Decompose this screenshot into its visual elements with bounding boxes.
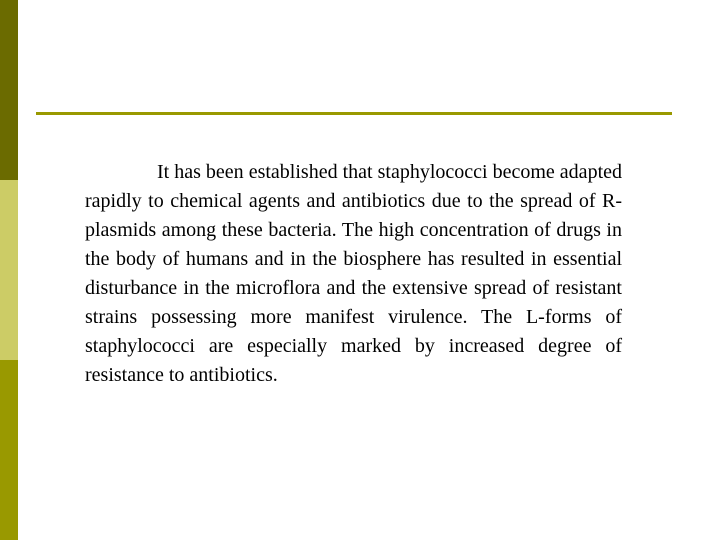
title-divider-rule <box>36 112 672 115</box>
sidebar-accent-middle <box>0 180 18 360</box>
sidebar-accent-top <box>0 0 18 180</box>
slide-body-text: It has been established that staphylococci become adapted rapidly to chemical agents and antibiotics due to the spread of R-plasmids among these bacteria. The high concentration of drugs in the body of humans and in the biosphere has resulted in essential disturbance in the microflora and the extensive spread of resistant strains possessing more manifest virulence. The L-forms of staphylococci are especially marked by increased degree of resistance to antibiotics. <box>85 161 622 386</box>
sidebar-accent-bottom <box>0 360 18 540</box>
